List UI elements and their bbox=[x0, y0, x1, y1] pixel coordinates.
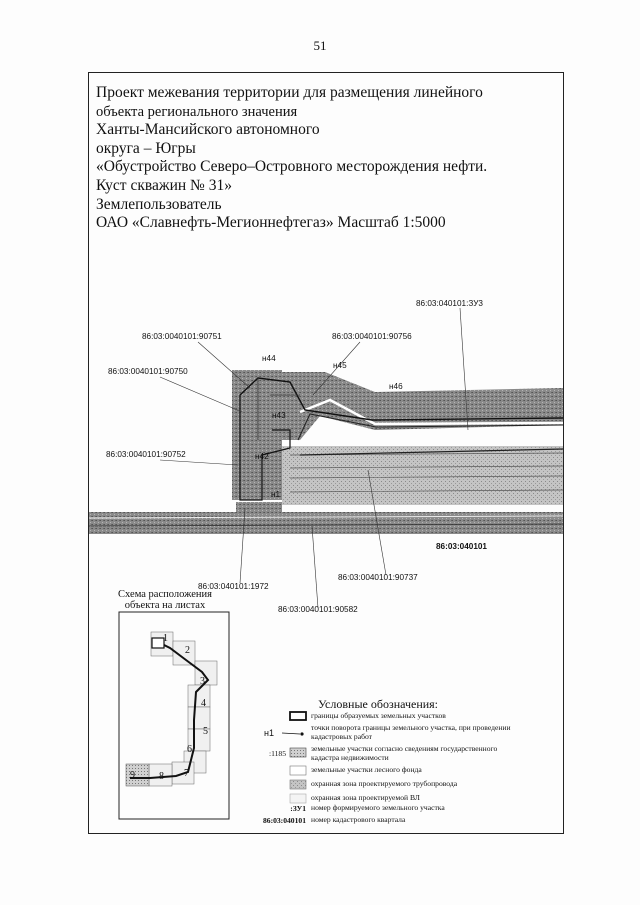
point-label: н1 bbox=[271, 490, 281, 499]
legend-item: номер формируемого земельного участка bbox=[311, 803, 445, 812]
legend-item: границы образуемых земельных участков bbox=[311, 711, 446, 720]
title-line: Куст скважин № 31» bbox=[96, 176, 232, 194]
scheme-title: Схема расположения объекта на листах bbox=[118, 589, 212, 611]
parcel-label-90751: 86:03:0040101:90751 bbox=[142, 332, 222, 341]
sheet-number: 1 bbox=[163, 633, 168, 644]
title-line: объекта регионального значения bbox=[96, 103, 298, 120]
title-line: округа – Югры bbox=[96, 139, 196, 157]
legend-symbol-pipeline-zone bbox=[290, 780, 306, 789]
legend-item: земельные участки лесного фонда bbox=[311, 765, 422, 774]
legend-code: :1185 bbox=[268, 749, 286, 758]
parcel-label-zu3: 86:03:040101:ЗУ3 bbox=[416, 299, 483, 308]
page-number: 51 bbox=[313, 38, 327, 53]
legend-symbol-power-zone bbox=[290, 794, 306, 803]
legend-code: 86:03:040101 bbox=[262, 816, 306, 825]
parcel-label-90737: 86:03:0040101:90737 bbox=[338, 573, 418, 582]
legend-code: :ЗУ1 bbox=[290, 804, 306, 813]
legend-item: точки поворота границы земельного участка, при проведении кадастровых работ bbox=[311, 723, 511, 741]
legend-code: н1 bbox=[264, 728, 274, 738]
parcel-label-1972: 86:03:040101:1972 bbox=[198, 582, 269, 591]
legend-item: охранная зона проектируемого трубопровода bbox=[311, 779, 458, 788]
legend-symbol-point bbox=[282, 733, 300, 734]
point-label: н43 bbox=[272, 411, 286, 420]
scheme-sheets bbox=[149, 632, 217, 786]
road-corridor bbox=[89, 512, 563, 534]
legend-symbol-cadastre bbox=[290, 748, 306, 757]
quarter-label: 86:03:040101 bbox=[436, 542, 487, 551]
legend-title: Условные обозначения: bbox=[318, 697, 439, 711]
title-line: Ханты-Мансийского автономного bbox=[96, 121, 320, 139]
title-line: Проект межевания территории для размещения линейного bbox=[96, 84, 483, 101]
legend-symbol-boundary bbox=[290, 712, 306, 720]
point-label: н46 bbox=[389, 382, 403, 391]
parcel-label-90750: 86:03:0040101:90750 bbox=[108, 367, 188, 376]
sheet-number: 8 bbox=[159, 771, 164, 782]
sheet-number: 7 bbox=[184, 768, 189, 779]
point-label: н44 bbox=[262, 354, 276, 363]
legend-item: номер кадастрового квартала bbox=[311, 815, 406, 824]
parcel-label-90582: 86:03:0040101:90582 bbox=[278, 605, 358, 614]
title-line: «Обустройство Северо–Островного месторождения нефти. bbox=[96, 158, 488, 176]
legend-symbol-forest bbox=[290, 766, 306, 775]
sheet-number: 9 bbox=[130, 770, 135, 781]
parcel-label-90756: 86:03:0040101:90756 bbox=[332, 332, 412, 341]
sheet-number: 5 bbox=[203, 726, 208, 737]
sheet-number: 4 bbox=[201, 698, 206, 709]
legend-item: земельные участки согласно сведениям государственного кадастра недвижимости bbox=[311, 744, 498, 762]
title-line: Землепользователь bbox=[96, 195, 222, 213]
sheet-number: 6 bbox=[187, 744, 192, 755]
point-label: н45 bbox=[333, 361, 347, 370]
point-label: н42 bbox=[255, 452, 269, 461]
legend-item: охранная зона проектируемой ВЛ bbox=[311, 793, 420, 802]
sheet-number: 2 bbox=[185, 645, 190, 656]
sheet-number: 3 bbox=[200, 676, 205, 687]
parcel-label-90752: 86:03:0040101:90752 bbox=[106, 450, 186, 459]
title-line: ОАО «Славнефть-Мегионнефтегаз» Масштаб 1:5000 bbox=[96, 214, 446, 232]
